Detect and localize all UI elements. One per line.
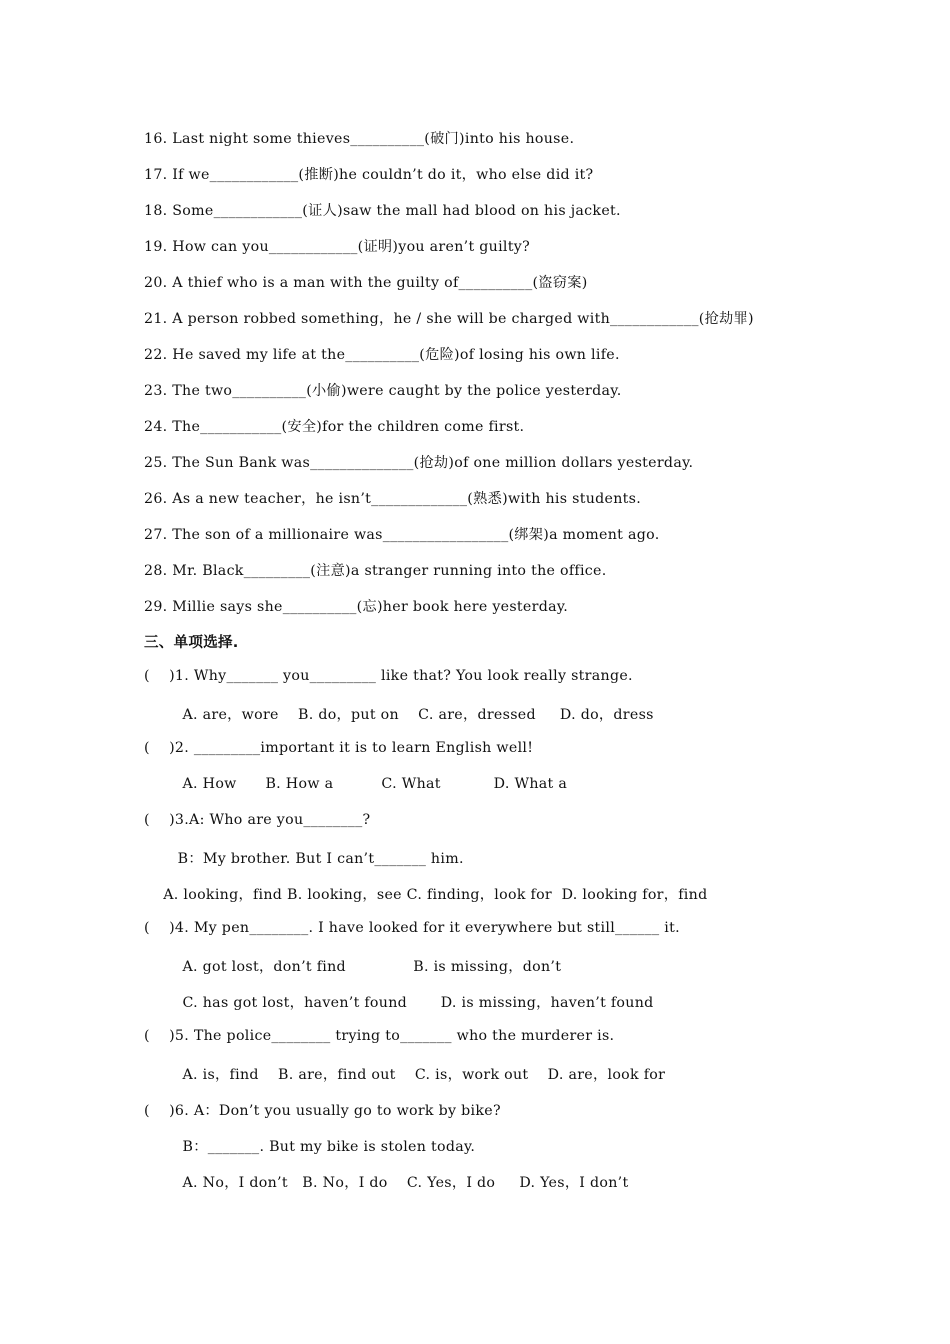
fill-in-item-28: 28. Mr. Black_________(注意)a stranger running into the office. [144, 563, 607, 579]
fill-in-item-26: 26. As a new teacher，he isn’t_____________(熟悉)with his students. [144, 491, 642, 507]
question-4: ( )4. My pen________. I have looked for it everywhere but still______ it. [144, 920, 680, 936]
question-3: ( )3.A: Who are you________? [144, 812, 371, 828]
fill-in-item-25: 25. The Sun Bank was______________(抢劫)of one million dollars yesterday. [144, 455, 694, 471]
question-3-dialogue: B：My brother. But I can’t_______ him. [144, 851, 464, 867]
fill-in-item-29: 29. Millie says she__________(忘)her book here yesterday. [144, 599, 569, 615]
section-title: 三、单项选择. [144, 635, 239, 651]
fill-in-item-20: 20. A thief who is a man with the guilty of__________(盗窃案) [144, 275, 588, 291]
question-6: ( )6. A：Don’t you usually go to work by bike? [144, 1103, 501, 1119]
question-4-options-ab: A. got lost，don’t find B. is missing，don’t [144, 959, 562, 975]
fill-in-item-22: 22. He saved my life at the__________(危险)of losing his own life. [144, 347, 620, 363]
fill-in-item-17: 17. If we____________(推断)he couldn’t do it，who else did it? [144, 167, 594, 183]
question-3-options: A. looking，find B. looking，see C. finding，look for D. looking for，find [144, 887, 708, 903]
question-2: ( )2. _________important it is to learn English well! [144, 740, 534, 756]
fill-in-item-16: 16. Last night some thieves__________(破门)into his house. [144, 131, 575, 147]
fill-in-item-21: 21. A person robbed something，he / she will be charged with____________(抢劫罪) [144, 311, 754, 327]
fill-in-item-27: 27. The son of a millionaire was_________________(绑架)a moment ago. [144, 527, 660, 543]
question-6-options: A. No，I don’t B. No，I do C. Yes，I do D. Yes，I don’t [144, 1175, 629, 1191]
fill-in-item-18: 18. Some____________(证人)saw the mall had blood on his jacket. [144, 203, 621, 219]
question-5: ( )5. The police________ trying to_______ who the murderer is. [144, 1028, 615, 1044]
question-1-options: A. are，wore B. do，put on C. are，dressed D. do，dress [144, 707, 654, 723]
question-4-options-cd: C. has got lost，haven’t found D. is missing，haven’t found [144, 995, 654, 1011]
question-2-options: A. How B. How a C. What D. What a [144, 776, 568, 792]
fill-in-item-24: 24. The___________(安全)for the children come first. [144, 419, 525, 435]
question-5-options: A. is，find B. are，find out C. is，work out D. are，look for [144, 1067, 666, 1083]
fill-in-item-19: 19. How can you____________(证明)you aren’t guilty? [144, 239, 530, 255]
fill-in-item-23: 23. The two__________(小偷)were caught by the police yesterday. [144, 383, 622, 399]
question-1: ( )1. Why_______ you_________ like that? You look really strange. [144, 668, 633, 684]
question-6-dialogue: B：_______. But my bike is stolen today. [144, 1139, 476, 1155]
